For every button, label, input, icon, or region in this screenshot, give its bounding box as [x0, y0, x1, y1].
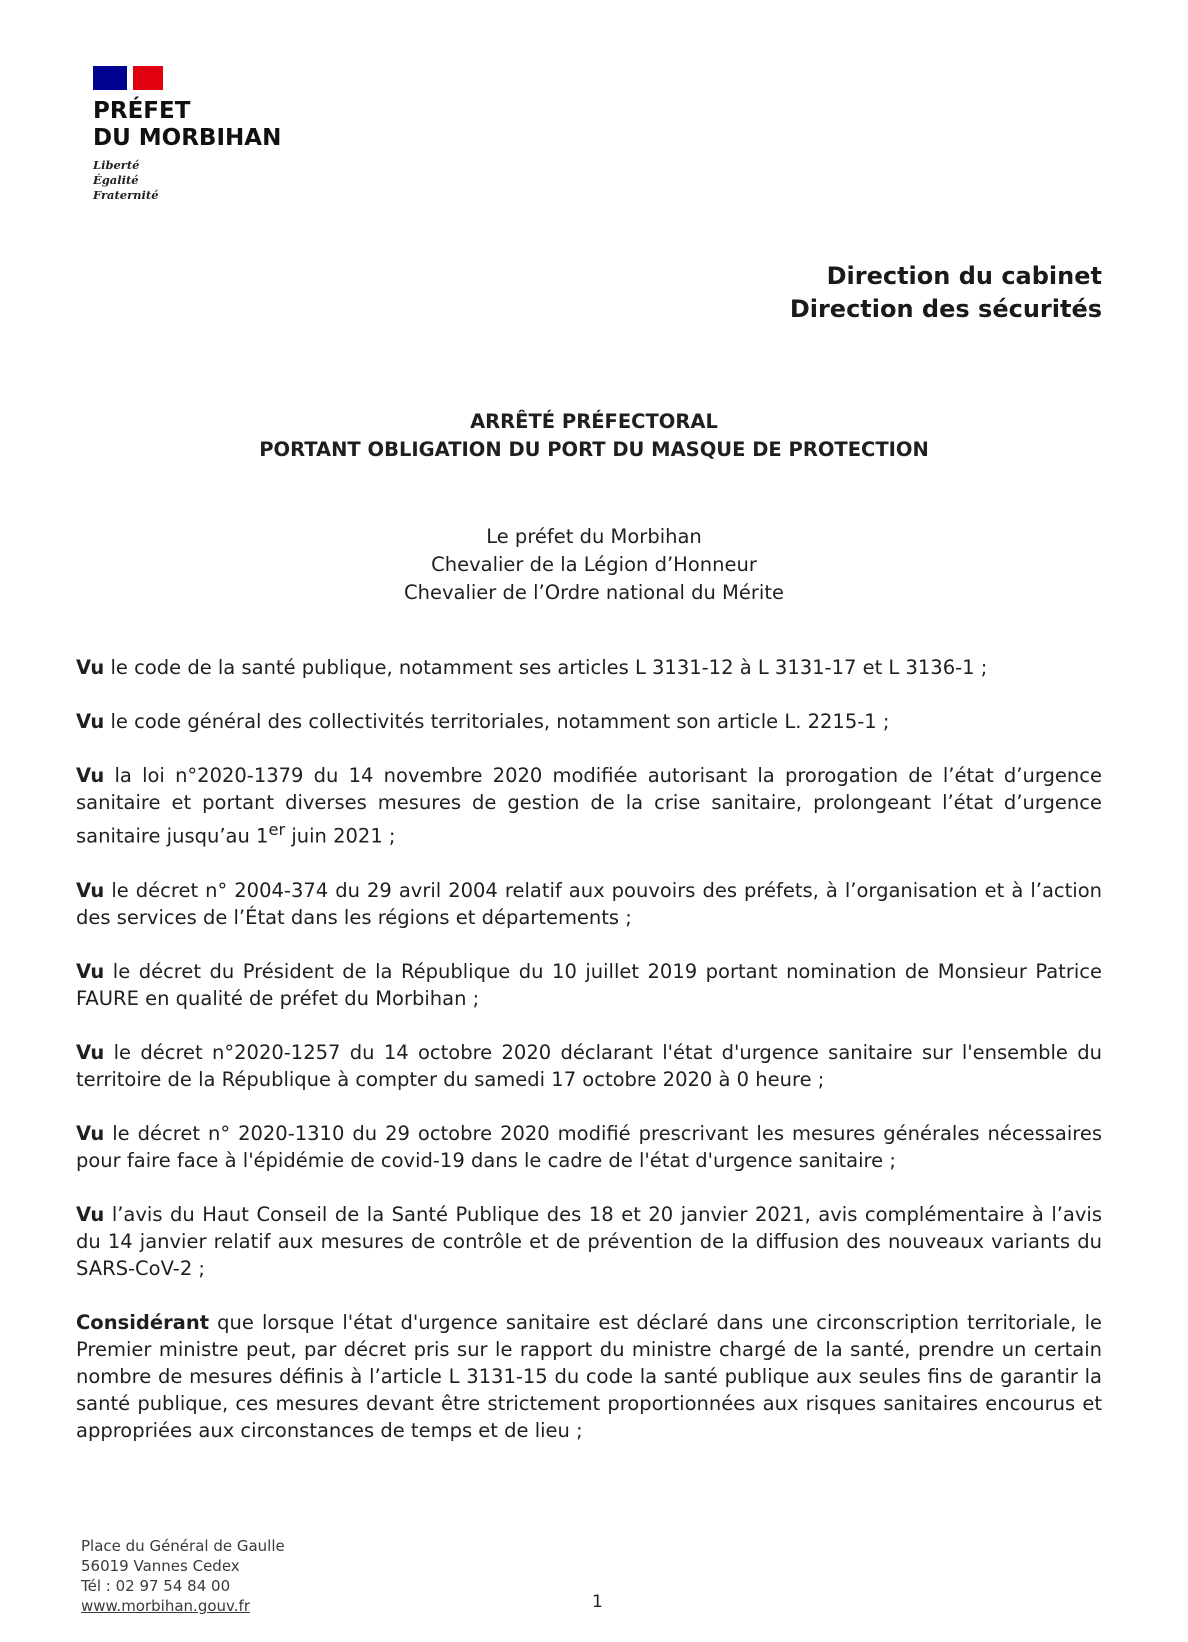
issuer-line1: Le préfet du Morbihan — [486, 525, 702, 548]
issuer-line3: Chevalier de l’Ordre national du Mérite — [404, 581, 784, 604]
recital-paragraph — [76, 877, 1102, 931]
page-number: 1 — [592, 1592, 603, 1612]
consideration-paragraph — [76, 1309, 1102, 1444]
recital-text-after: juin 2021 ; — [285, 824, 396, 848]
recital-keyword: Vu — [76, 1121, 105, 1145]
recital-keyword: Vu — [76, 1040, 105, 1064]
motto-liberte: Liberté — [93, 158, 140, 172]
prefecture-name — [93, 98, 281, 152]
recital-paragraph — [76, 654, 1102, 681]
recital-text: le code général des collectivités territoriales, notamment son article L. 2215-1 ; — [104, 710, 890, 733]
footer-address-line1: Place du Général de Gaulle — [81, 1537, 285, 1555]
marianne-flag-icon — [93, 66, 163, 90]
footer-address — [81, 1536, 285, 1616]
footer-website-link[interactable]: www.morbihan.gouv.fr — [81, 1597, 250, 1615]
recital-paragraph — [76, 1120, 1102, 1174]
issuer-block — [0, 523, 1188, 607]
motto-fraternite: Fraternité — [93, 188, 159, 202]
footer-address-line2: 56019 Vannes Cedex — [81, 1557, 240, 1575]
prefecture-name-line1: PRÉFET — [93, 98, 191, 124]
recital-keyword: Vu — [76, 710, 105, 733]
recital-text: le décret n°2020-1257 du 14 octobre 2020 déclarant l'état d'urgence sanitaire sur l'ensemble du territoire de la République à compter du samedi 17 octobre 2020 à 0 heure ; — [76, 1040, 1102, 1091]
prefecture-logo — [93, 66, 281, 203]
decree-title — [0, 408, 1188, 464]
recital-keyword: Vu — [76, 878, 105, 902]
issuer-line2: Chevalier de la Légion d’Honneur — [431, 553, 757, 576]
recital-paragraph — [76, 708, 1102, 735]
footer-phone: Tél : 02 97 54 84 00 — [81, 1577, 231, 1595]
prefecture-name-line2: DU MORBIHAN — [93, 125, 282, 151]
recital-paragraph — [76, 1039, 1102, 1093]
flag-blue-band — [93, 66, 127, 90]
recital-paragraph — [76, 958, 1102, 1012]
motto-egalite: Égalité — [93, 173, 139, 187]
recital-keyword: Vu — [76, 1202, 105, 1226]
service-line1: Direction du cabinet — [826, 262, 1102, 290]
decree-body — [76, 654, 1102, 1471]
consideration-text: que lorsque l'état d'urgence sanitaire est déclaré dans une circonscription territoriale, le Premier ministre peut, par décret pris sur le rapport du ministre chargé de la santé, prendre un certain nombre de mesures définis à l’article L 3131-15 du code la santé publique aux seules fins de garantir la santé publique, ces mesures devant être strictement proportionnées aux risques sanitaires encourus et appropriées aux circonstances de temps et de lieu ; — [76, 1310, 1102, 1442]
decree-title-line1: ARRÊTÉ PRÉFECTORAL — [470, 410, 718, 433]
recital-text: l’avis du Haut Conseil de la Santé Publique des 18 et 20 janvier 2021, avis complémentaire à l’avis du 14 janvier relatif aux mesures de contrôle et de prévention de la diffusion des nouveaux variants du SARS-CoV-2 ; — [76, 1202, 1102, 1280]
consideration-keyword: Considérant — [76, 1310, 210, 1334]
republic-motto — [93, 158, 281, 203]
recital-superscript: er — [268, 820, 286, 839]
recital-text: le décret n° 2004-374 du 29 avril 2004 relatif aux pouvoirs des préfets, à l’organisation et à l’action des services de l’État dans les régions et départements ; — [76, 878, 1102, 929]
recital-text: le décret du Président de la République du 10 juillet 2019 portant nomination de Monsieur Patrice FAURE en qualité de préfet du Morbihan ; — [76, 959, 1102, 1010]
flag-red-band — [133, 66, 163, 90]
recital-keyword: Vu — [76, 656, 105, 679]
recital-text: le code de la santé publique, notamment ses articles L 3131-12 à L 3131-17 et L 3136-1 ; — [104, 656, 988, 679]
decree-title-line2: PORTANT OBLIGATION DU PORT DU MASQUE DE PROTECTION — [259, 438, 929, 461]
recital-paragraph — [76, 762, 1102, 850]
recital-text: la loi n°2020-1379 du 14 novembre 2020 modifiée autorisant la prorogation de l’état d’urgence sanitaire et portant diverses mesures de gestion de la crise sanitaire, prolongeant l’état d’urgence sanitaire jusqu’au 1 — [76, 764, 1102, 848]
service-header — [790, 260, 1102, 326]
recital-keyword: Vu — [76, 959, 105, 983]
recital-keyword: Vu — [76, 764, 105, 787]
recital-text: le décret n° 2020-1310 du 29 octobre 2020 modifié prescrivant les mesures générales nécessaires pour faire face à l'épidémie de covid-19 dans le cadre de l'état d'urgence sanitaire ; — [76, 1121, 1102, 1172]
service-line2: Direction des sécurités — [789, 295, 1102, 323]
recital-paragraph — [76, 1201, 1102, 1282]
